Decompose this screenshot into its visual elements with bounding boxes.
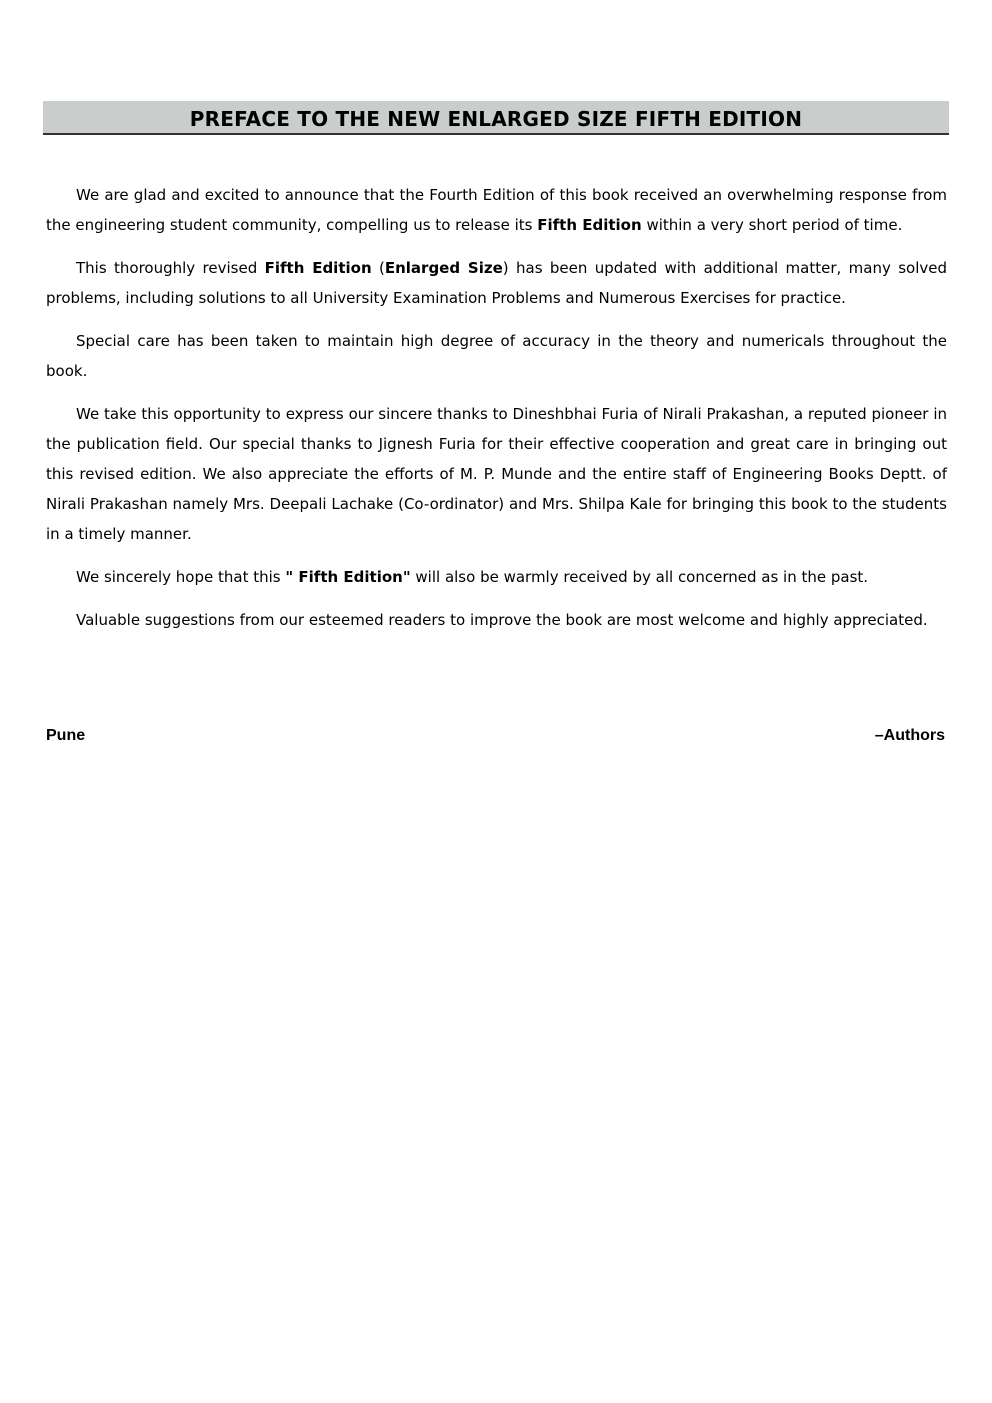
title-bar <box>43 101 949 135</box>
preface-body <box>46 180 947 648</box>
paragraph-1 <box>46 180 947 240</box>
paragraph-1-bold: Fifth Edition <box>537 216 642 234</box>
paragraph-1-text-c: within a very short period of time. <box>641 216 903 234</box>
paragraph-2 <box>46 253 947 313</box>
page-title: PREFACE TO THE NEW ENLARGED SIZE FIFTH EDITION <box>189 107 803 131</box>
paragraph-2-bold-edition: Fifth Edition <box>264 259 372 277</box>
paragraph-2-bold-size: Enlarged Size <box>384 259 503 277</box>
paragraph-5-text-c: will also be warmly received by all concerned as in the past. <box>410 568 869 586</box>
paragraph-2-text-e: ) has been updated with additional matter, many solved problems, including solutions to all University Examination Problems and Numerous Exercises for practice. <box>46 259 947 307</box>
paragraph-3 <box>46 326 947 386</box>
paragraph-6 <box>46 605 947 635</box>
paragraph-2-text-a: This thoroughly revised <box>76 259 265 277</box>
paragraph-5-bold: " Fifth Edition" <box>285 568 411 586</box>
paragraph-1-text-a: We are glad and excited to announce that the Fourth Edition of this book received an overwhelming response from the engineering student community, compelling us to release its <box>46 186 947 234</box>
paragraph-6-text: Valuable suggestions from our esteemed readers to improve the book are most welcome and highly appreciated. <box>76 611 928 629</box>
signoff-authors: –Authors <box>874 727 945 744</box>
paragraph-4 <box>46 399 947 549</box>
paragraph-3-text: Special care has been taken to maintain high degree of accuracy in the theory and numericals throughout the book. <box>46 332 947 380</box>
paragraph-5-text-a: We sincerely hope that this <box>76 568 286 586</box>
paragraph-2-paren-open: ( <box>371 259 385 277</box>
signoff-place: Pune <box>46 727 86 744</box>
paragraph-4-text: We take this opportunity to express our sincere thanks to Dineshbhai Furia of Nirali Prakashan, a reputed pioneer in the publication field. Our special thanks to Jignesh Furia for their effective cooperation and great care in bringing out this revised edition. We also appreciate the efforts of M. P. Munde and the entire staff of Engineering Books Deptt. of Nirali Prakashan namely Mrs. Deepali Lachake (Co-ordinator) and Mrs. Shilpa Kale for bringing this book to the students in a timely manner. <box>46 405 947 543</box>
paragraph-5 <box>46 562 947 592</box>
